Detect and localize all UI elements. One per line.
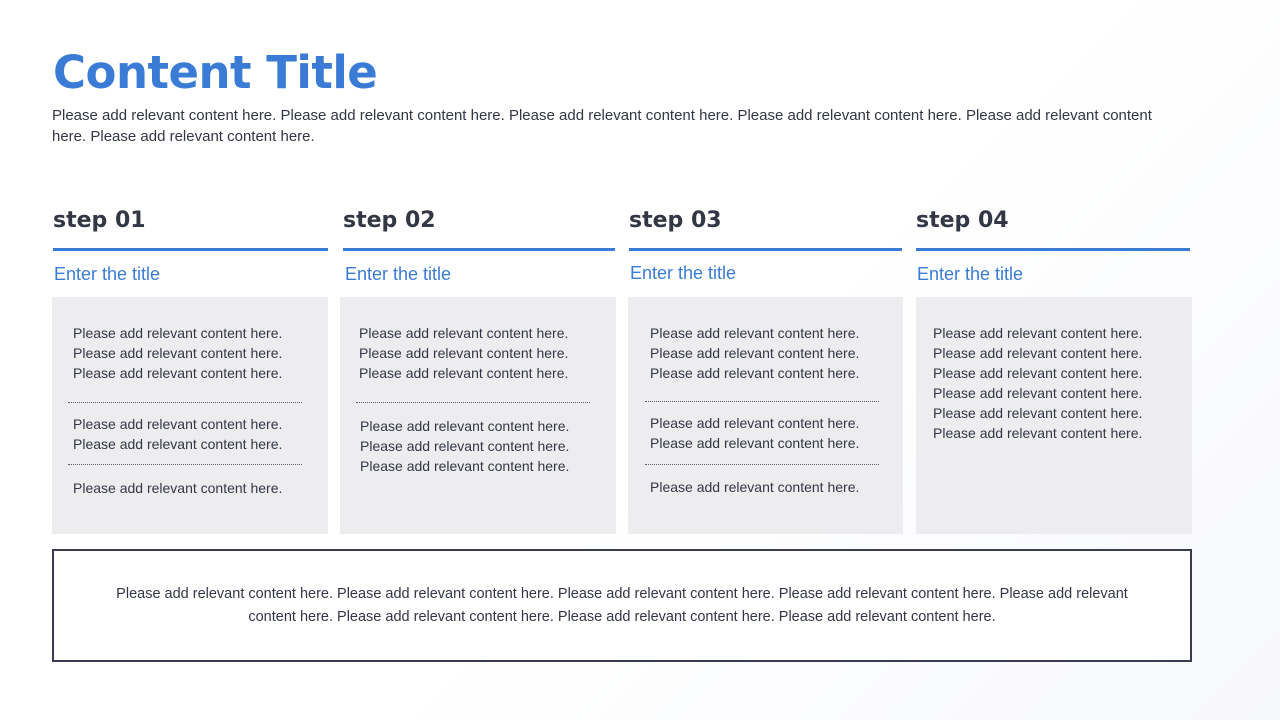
content-line: Please add relevant content here. — [933, 405, 1143, 421]
content-line: Please add relevant content here. — [359, 345, 569, 361]
page-subtitle: Please add relevant content here. Please add relevant content here. Please add relevant content here. Please add relevant content here. Please add relevant content here. Please add relevant content here. — [52, 107, 1152, 145]
step-label: step 02 — [343, 208, 436, 233]
dotted-divider — [645, 401, 879, 402]
step-label: step 01 — [53, 208, 146, 233]
content-line: Please add relevant content here. — [359, 325, 569, 341]
content-line: Please add relevant content here. — [650, 365, 860, 381]
summary-text: Please add relevant content here. Please add relevant content here. Please add relevant content here. Please add relevant content here. Please add relevant content here. Please add relevant content here. Please add relevant content here. Please add relevant content here. — [116, 585, 1128, 625]
content-line: Please add relevant content here. — [650, 435, 860, 451]
content-line: Please add relevant content here. — [933, 325, 1143, 341]
content-line: Please add relevant content here. — [360, 458, 570, 474]
dotted-divider — [68, 464, 302, 465]
content-line: Please add relevant content here. — [933, 425, 1143, 441]
content-group — [73, 414, 328, 454]
dotted-divider — [68, 402, 302, 403]
content-line: Please add relevant content here. — [933, 385, 1143, 401]
content-group — [650, 323, 903, 383]
content-line: Please add relevant content here. — [73, 325, 283, 341]
content-line: Please add relevant content here. — [650, 415, 860, 431]
content-line: Please add relevant content here. — [73, 365, 283, 381]
content-line: Please add relevant content here. — [73, 436, 283, 452]
content-line: Please add relevant content here. — [73, 480, 283, 496]
content-line: Please add relevant content here. — [650, 479, 860, 495]
content-line: Please add relevant content here. — [650, 325, 860, 341]
step-header-02 — [343, 205, 615, 251]
step-card-04 — [916, 297, 1192, 534]
dotted-divider — [645, 464, 879, 465]
content-line: Please add relevant content here. — [360, 438, 570, 454]
step-title-03: Enter the title — [630, 263, 737, 283]
step-header-01 — [53, 205, 328, 251]
step-label: step 04 — [916, 208, 1009, 233]
content-line: Please add relevant content here. — [73, 416, 283, 432]
step-header-03 — [629, 205, 902, 251]
content-line: Please add relevant content here. — [360, 418, 570, 434]
page-title: Content Title — [53, 46, 378, 99]
step-card-03 — [628, 297, 903, 534]
content-group — [650, 477, 903, 497]
content-group — [360, 416, 616, 476]
step-title-01: Enter the title — [54, 264, 161, 284]
content-group — [73, 478, 328, 498]
content-line: Please add relevant content here. — [359, 365, 569, 381]
dotted-divider — [356, 402, 590, 403]
content-line: Please add relevant content here. — [650, 345, 860, 361]
content-line: Please add relevant content here. — [933, 345, 1143, 361]
content-line: Please add relevant content here. — [73, 345, 283, 361]
content-group — [73, 323, 328, 383]
content-group — [359, 323, 616, 383]
step-header-04 — [916, 205, 1190, 251]
step-title-02: Enter the title — [345, 264, 452, 284]
step-card-01 — [52, 297, 328, 534]
content-group — [933, 323, 1192, 443]
step-title-04: Enter the title — [917, 264, 1024, 284]
content-line: Please add relevant content here. — [933, 365, 1143, 381]
content-group — [650, 413, 903, 453]
step-card-02 — [340, 297, 616, 534]
step-label: step 03 — [629, 208, 722, 233]
summary-box — [52, 549, 1192, 662]
